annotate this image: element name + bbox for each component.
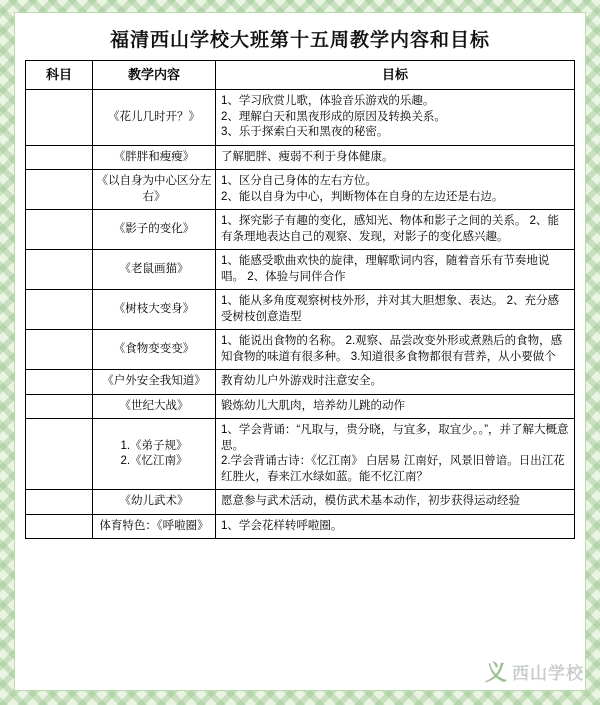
cell-goal: [216, 170, 575, 210]
table-row: [26, 394, 575, 419]
cell-teaching-content: [93, 145, 216, 170]
cell-teaching-content-line: 《以自身为中心区分左右》: [96, 175, 212, 203]
table-row: [26, 250, 575, 290]
cell-subject: [26, 90, 93, 146]
cell-teaching-content: [93, 330, 216, 370]
table-row: [26, 145, 575, 170]
cell-subject: [26, 250, 93, 290]
cell-teaching-content-line: 《胖胖和瘦瘦》: [113, 150, 195, 163]
cell-goal-line: 1、探究影子有趣的变化，感知光、物体和影子之间的关系。 2、能有条理地表达自己的观察、发现，对影子的变化感兴趣。: [221, 215, 559, 243]
cell-teaching-content: [93, 370, 216, 395]
cell-goal-line: 了解肥胖、瘦弱不利于身体健康。: [221, 150, 394, 163]
table-row: [26, 290, 575, 330]
cell-teaching-content: [93, 490, 216, 515]
watermark-logo-icon: 义: [484, 660, 507, 685]
cell-goal: [216, 330, 575, 370]
cell-goal-line: 1、区分自己身体的左右方位。: [221, 175, 377, 188]
cell-goal: [216, 90, 575, 146]
cell-teaching-content-line: 《户外安全我知道》: [102, 375, 206, 388]
cell-goal: [216, 514, 575, 539]
cell-teaching-content: [93, 290, 216, 330]
cell-subject: [26, 145, 93, 170]
cell-goal: [216, 490, 575, 515]
table-row: [26, 419, 575, 490]
cell-teaching-content-line: 《树枝大变身》: [113, 302, 195, 315]
cell-goal-line: 教育幼儿户外游戏时注意安全。: [221, 375, 382, 388]
table-row: [26, 514, 575, 539]
table-row: [26, 330, 575, 370]
cell-teaching-content-line: 《影子的变化》: [113, 222, 195, 235]
page-title: 福清西山学校大班第十五周教学内容和目标: [109, 30, 490, 51]
cell-goal-line: 愿意参与武术活动，模仿武术基本动作，初步获得运动经验: [221, 495, 520, 508]
column-header-content: 教学内容: [93, 61, 216, 90]
cell-goal-line: 1、能感受歌曲欢快的旋律，理解歌词内容，随着音乐有节奏地说唱。 2、体验与同伴合作: [221, 255, 550, 283]
cell-subject: [26, 170, 93, 210]
document-content: [25, 21, 575, 682]
cell-goal: [216, 419, 575, 490]
cell-goal-line: 3、乐于探索白天和黑夜的秘密。: [221, 126, 389, 139]
cell-goal-line: 2、理解白天和黑夜形成的原因及转换关系。: [221, 110, 446, 123]
curriculum-table: [25, 60, 575, 539]
cell-goal-line: 1、能说出食物的名称。 2.观察、品尝改变外形或煮熟后的食物，感知食物的味道有很多种。 3.知道很多食物都很有营养，从小要做个: [221, 335, 563, 363]
table-row: [26, 90, 575, 146]
cell-goal-line: 1、能从多角度观察树枝外形，并对其大胆想象、表达。 2、充分感受树枝创意造型: [221, 295, 559, 323]
cell-teaching-content-line: 体育特色：《呼啦圈》: [99, 519, 209, 532]
cell-goal-line: 1、学会花样转呼啦圈。: [221, 519, 343, 532]
column-header-goal: 目标: [216, 61, 575, 90]
cell-teaching-content: [93, 514, 216, 539]
cell-goal: [216, 394, 575, 419]
cell-subject: [26, 514, 93, 539]
cell-teaching-content: [93, 419, 216, 490]
cell-goal-line: 1、学会背诵：“凡取与，贵分晓，与宜多，取宜少。。”，并了解大概意思。: [221, 424, 569, 452]
cell-goal: [216, 250, 575, 290]
cell-goal: [216, 290, 575, 330]
cell-teaching-content: [93, 90, 216, 146]
cell-teaching-content-line: 《世纪大战》: [119, 399, 189, 412]
cell-teaching-content: [93, 394, 216, 419]
cell-subject: [26, 394, 93, 419]
table-row: [26, 370, 575, 395]
cell-subject: [26, 370, 93, 395]
cell-teaching-content: [93, 250, 216, 290]
table-row: [26, 170, 575, 210]
cell-goal: [216, 370, 575, 395]
cell-goal-line: 2.学会背诵古诗：《忆江南》 白居易 江南好，风景旧曾谙。日出江花红胜火，春来江水绿如蓝。能不忆江南？: [221, 455, 565, 483]
column-header-subject: 科目: [26, 61, 93, 90]
table-header-row: [26, 61, 575, 90]
table-row: [26, 210, 575, 250]
cell-goal-line: 锻炼幼儿大肌肉，培养幼儿跳的动作: [221, 399, 405, 412]
cell-goal: [216, 210, 575, 250]
cell-teaching-content: [93, 210, 216, 250]
cell-teaching-content-line: 《幼儿武术》: [119, 495, 189, 508]
cell-teaching-content-line: 《老鼠画猫》: [119, 262, 189, 275]
cell-subject: [26, 210, 93, 250]
cell-subject: [26, 419, 93, 490]
cell-teaching-content-line: 1.《弟子规》: [120, 439, 188, 452]
document-frame: [14, 12, 586, 691]
cell-teaching-content-line: 2.《忆江南》: [120, 455, 188, 468]
cell-goal-line: 1、学习欣赏儿歌，体验音乐游戏的乐趣。: [221, 95, 435, 107]
cell-subject: [26, 290, 93, 330]
cell-goal: [216, 145, 575, 170]
table-row: [26, 490, 575, 515]
cell-teaching-content-line: 《食物变变变》: [113, 342, 195, 355]
cell-subject: [26, 490, 93, 515]
table-body: [26, 90, 575, 539]
cell-goal-line: 2、能以自身为中心，判断物体在自身的左边还是右边。: [221, 190, 504, 203]
watermark-label: 西山学校: [512, 664, 584, 683]
cell-subject: [26, 330, 93, 370]
table-head: [26, 61, 575, 90]
cell-teaching-content-line: 《花儿几时开？》: [108, 110, 200, 123]
cell-teaching-content: [93, 170, 216, 210]
